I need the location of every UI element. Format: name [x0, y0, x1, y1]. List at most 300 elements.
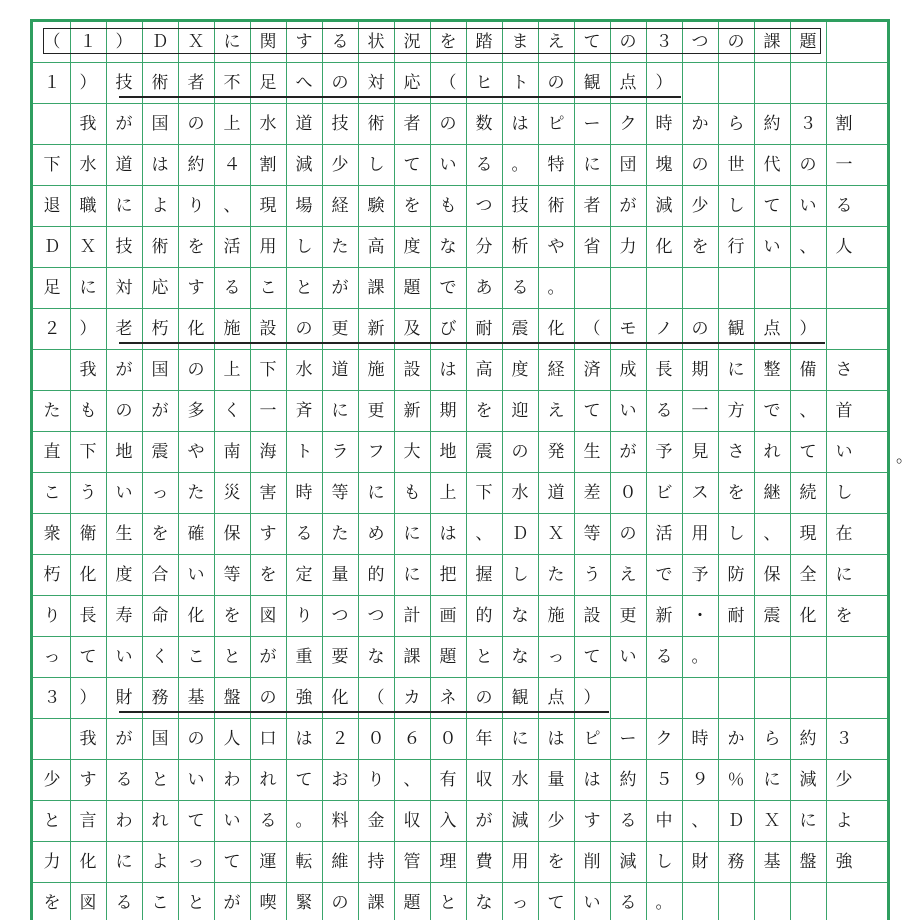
grid-cell-char: が	[475, 811, 493, 831]
grid-cell-char: 点	[547, 688, 565, 708]
grid-cell-char: ３	[43, 688, 61, 708]
grid-cell-char: ）	[79, 688, 97, 708]
grid-cell-char: 成	[619, 360, 637, 380]
grid-cell-char: れ	[763, 442, 781, 462]
grid-cell-char: （	[43, 32, 61, 52]
grid-cell-char: 地	[439, 442, 457, 462]
grid-cell-char: 現	[799, 524, 817, 544]
grid-cell-char: い	[835, 442, 853, 462]
grid-cell-char: 人	[223, 729, 241, 749]
grid-cell-char: 者	[403, 114, 421, 134]
grid-cell-char: ４	[223, 155, 241, 175]
grid-cell-char: の	[295, 319, 313, 339]
overflow-punctuation: 。	[896, 447, 913, 467]
grid-cell-char: へ	[295, 73, 313, 93]
grid-cell-char: 合	[151, 565, 169, 585]
grid-cell-char: り	[187, 196, 205, 216]
grid-cell-char: 金	[367, 811, 385, 831]
grid-cell-char: ３	[799, 114, 817, 134]
grid-cell-char: Ｘ	[763, 811, 781, 831]
grid-cell-char: 差	[583, 483, 601, 503]
grid-cell-char: こ	[43, 483, 61, 503]
grid-cell-char: 。	[511, 155, 529, 175]
grid-cell-char: さ	[727, 442, 745, 462]
grid-cell-char: 期	[439, 401, 457, 421]
grid-cell-char: 時	[295, 483, 313, 503]
grid-cell-char: 応	[403, 73, 421, 93]
grid-cell-char: 減	[655, 196, 673, 216]
grid-cell-char: る	[115, 770, 133, 790]
grid-cell-char: 有	[439, 770, 457, 790]
grid-cell-char: ）	[799, 319, 817, 339]
manuscript-line	[33, 555, 887, 596]
grid-cell-char: 削	[583, 852, 601, 872]
manuscript-line	[33, 596, 887, 637]
grid-cell-char: 課	[367, 893, 385, 913]
grid-cell-char: る	[835, 196, 853, 216]
grid-cell-char: Ｄ	[151, 32, 169, 52]
grid-cell-char: に	[115, 852, 133, 872]
grid-cell-char: 見	[691, 442, 709, 462]
grid-cell-char: Ｘ	[187, 32, 205, 52]
grid-cell-char: の	[619, 524, 637, 544]
grid-cell-char: 用	[259, 237, 277, 257]
grid-cell-char: る	[475, 155, 493, 175]
grid-cell-char: 者	[583, 196, 601, 216]
grid-cell-char: い	[619, 401, 637, 421]
manuscript-line	[33, 801, 887, 842]
grid-cell-char: る	[511, 278, 529, 298]
grid-cell-char: 化	[547, 319, 565, 339]
grid-cell-char: ヒ	[475, 73, 493, 93]
grid-cell-char: 点	[763, 319, 781, 339]
grid-cell-char: て	[79, 647, 97, 667]
grid-cell-char: ）	[79, 73, 97, 93]
grid-cell-char: い	[115, 483, 133, 503]
grid-cell-char: 塊	[655, 155, 673, 175]
grid-cell-char: 財	[115, 688, 133, 708]
grid-cell-char: 技	[115, 73, 133, 93]
grid-cell-char: の	[691, 155, 709, 175]
grid-cell-char: フ	[367, 442, 385, 462]
grid-cell-char: が	[259, 647, 277, 667]
grid-cell-char: 約	[799, 729, 817, 749]
grid-cell-char: ス	[691, 483, 709, 503]
grid-cell-char: つ	[475, 196, 493, 216]
grid-cell-char: す	[79, 770, 97, 790]
grid-cell-char: 継	[763, 483, 781, 503]
grid-cell-char: 設	[259, 319, 277, 339]
grid-cell-char: て	[799, 442, 817, 462]
grid-cell-char: 新	[403, 401, 421, 421]
grid-cell-char: 運	[259, 852, 277, 872]
manuscript-line	[33, 22, 887, 63]
grid-cell-char: 年	[475, 729, 493, 749]
grid-cell-char: っ	[187, 852, 205, 872]
grid-cell-char: 国	[151, 729, 169, 749]
grid-cell-char: い	[187, 565, 205, 585]
grid-cell-char: を	[259, 565, 277, 585]
grid-cell-char: ピ	[583, 729, 601, 749]
grid-cell-char: 人	[835, 237, 853, 257]
grid-cell-char: 強	[295, 688, 313, 708]
grid-cell-char: 世	[727, 155, 745, 175]
heading-box	[43, 28, 821, 54]
grid-cell-char: 職	[79, 196, 97, 216]
grid-cell-char: 用	[511, 852, 529, 872]
grid-cell-char: ０	[619, 483, 637, 503]
grid-cell-char: を	[43, 893, 61, 913]
grid-cell-char: ９	[691, 770, 709, 790]
grid-cell-char: る	[259, 811, 277, 831]
grid-cell-char: 化	[655, 237, 673, 257]
grid-cell-char: 約	[619, 770, 637, 790]
grid-cell-char: ３	[835, 729, 853, 749]
grid-cell-char: 対	[115, 278, 133, 298]
grid-cell-char: 対	[367, 73, 385, 93]
grid-cell-char: り	[43, 606, 61, 626]
grid-cell-char: 方	[727, 401, 745, 421]
grid-cell-char: ま	[511, 32, 529, 52]
manuscript-line	[33, 309, 887, 350]
grid-cell-char: や	[187, 442, 205, 462]
grid-cell-char: 我	[79, 729, 97, 749]
grid-cell-char: う	[79, 483, 97, 503]
grid-cell-char: 震	[151, 442, 169, 462]
grid-cell-char: 化	[331, 688, 349, 708]
grid-cell-char: か	[727, 729, 745, 749]
grid-cell-char: し	[295, 237, 313, 257]
grid-cell-char: 量	[547, 770, 565, 790]
grid-cell-char: あ	[475, 278, 493, 298]
grid-cell-char: て	[187, 811, 205, 831]
grid-cell-char: な	[475, 893, 493, 913]
grid-cell-char: 活	[223, 237, 241, 257]
grid-cell-char: 震	[475, 442, 493, 462]
grid-cell-char: 握	[475, 565, 493, 585]
grid-cell-char: い	[799, 196, 817, 216]
grid-cell-char: 我	[79, 360, 97, 380]
grid-cell-char: を	[691, 237, 709, 257]
grid-cell-char: 防	[727, 565, 745, 585]
grid-cell-char: 施	[547, 606, 565, 626]
grid-cell-char: 計	[403, 606, 421, 626]
grid-cell-char: に	[727, 360, 745, 380]
grid-cell-char: 減	[295, 155, 313, 175]
grid-cell-char: の	[187, 729, 205, 749]
grid-cell-char: に	[79, 278, 97, 298]
grid-cell-char: ）	[583, 688, 601, 708]
grid-cell-char: 分	[475, 237, 493, 257]
grid-cell-char: っ	[547, 647, 565, 667]
grid-cell-char: は	[439, 360, 457, 380]
manuscript-line	[33, 760, 887, 801]
grid-cell-char: が	[115, 729, 133, 749]
manuscript-line	[33, 883, 887, 920]
grid-cell-char: 技	[511, 196, 529, 216]
grid-cell-char: で	[763, 401, 781, 421]
grid-cell-char: て	[583, 32, 601, 52]
grid-cell-char: 一	[259, 401, 277, 421]
grid-cell-char: 高	[367, 237, 385, 257]
grid-cell-char: 図	[79, 893, 97, 913]
grid-cell-char: い	[115, 647, 133, 667]
grid-cell-char: 強	[835, 852, 853, 872]
grid-cell-char: 少	[43, 770, 61, 790]
grid-cell-char: ５	[655, 770, 673, 790]
grid-cell-char: 上	[223, 114, 241, 134]
grid-cell-char: と	[475, 647, 493, 667]
grid-cell-char: 上	[439, 483, 457, 503]
grid-cell-char: 減	[619, 852, 637, 872]
grid-cell-char: Ｄ	[727, 811, 745, 831]
grid-cell-char: 応	[151, 278, 169, 298]
grid-cell-char: ・	[691, 606, 709, 626]
grid-cell-char: 要	[331, 647, 349, 667]
grid-cell-char: 朽	[43, 565, 61, 585]
grid-cell-char: 管	[403, 852, 421, 872]
grid-cell-char: な	[511, 606, 529, 626]
grid-cell-char: つ	[367, 606, 385, 626]
grid-cell-char: が	[223, 893, 241, 913]
grid-cell-char: 験	[367, 196, 385, 216]
grid-cell-char: に	[763, 770, 781, 790]
grid-cell-char: う	[583, 565, 601, 585]
grid-cell-char: 発	[547, 442, 565, 462]
grid-cell-char	[34, 104, 70, 145]
grid-cell-char: 長	[655, 360, 673, 380]
grid-cell-char: 及	[403, 319, 421, 339]
grid-cell-char: ネ	[439, 688, 457, 708]
grid-cell-char: 割	[259, 155, 277, 175]
grid-cell-char: 足	[43, 278, 61, 298]
grid-cell-char: の	[511, 442, 529, 462]
grid-cell-char: 課	[763, 32, 781, 52]
grid-cell-char: す	[259, 524, 277, 544]
grid-cell-char: 観	[727, 319, 745, 339]
grid-cell-char: 施	[367, 360, 385, 380]
grid-cell-char: 少	[691, 196, 709, 216]
grid-cell-char: 転	[295, 852, 313, 872]
grid-cell-char: 代	[763, 155, 781, 175]
grid-cell-char: 更	[619, 606, 637, 626]
grid-cell-char: 寿	[115, 606, 133, 626]
grid-cell-char: し	[727, 196, 745, 216]
grid-cell-char: 務	[727, 852, 745, 872]
grid-cell-char: 水	[511, 483, 529, 503]
grid-cell-char: び	[439, 319, 457, 339]
heading-underline	[119, 96, 681, 98]
grid-cell-char: の	[799, 155, 817, 175]
manuscript-line	[33, 104, 887, 145]
grid-cell-char: ビ	[655, 483, 673, 503]
grid-cell-char: い	[763, 237, 781, 257]
grid-cell-char: 点	[619, 73, 637, 93]
grid-cell-char: 国	[151, 114, 169, 134]
grid-cell-char: っ	[511, 893, 529, 913]
grid-cell-char: 活	[655, 524, 673, 544]
grid-cell-char: る	[619, 811, 637, 831]
grid-cell-char: 等	[223, 565, 241, 585]
grid-cell-char: も	[79, 401, 97, 421]
grid-cell-char: 多	[187, 401, 205, 421]
grid-cell-char: 用	[691, 524, 709, 544]
grid-cell-char: ー	[583, 114, 601, 134]
grid-cell-char: と	[151, 770, 169, 790]
grid-cell-char: ら	[763, 729, 781, 749]
heading-underline	[119, 342, 825, 344]
grid-cell-char: 老	[115, 319, 133, 339]
grid-cell-char: 耐	[727, 606, 745, 626]
grid-cell-char: の	[727, 32, 745, 52]
grid-cell-char: の	[439, 114, 457, 134]
grid-cell-char: る	[295, 524, 313, 544]
grid-cell-char: 定	[295, 565, 313, 585]
grid-cell-char: た	[187, 483, 205, 503]
grid-cell-char: 緊	[295, 893, 313, 913]
grid-cell-char: 度	[511, 360, 529, 380]
grid-cell-char: す	[295, 32, 313, 52]
grid-cell-char: 務	[151, 688, 169, 708]
grid-cell-char: 析	[511, 237, 529, 257]
grid-cell-char: は	[511, 114, 529, 134]
grid-cell-char: 高	[475, 360, 493, 380]
grid-cell-char: 衛	[79, 524, 97, 544]
grid-cell-char: の	[547, 73, 565, 93]
grid-cell-char: し	[511, 565, 529, 585]
grid-cell-char: ら	[727, 114, 745, 134]
grid-cell-char: て	[403, 155, 421, 175]
grid-cell-char: カ	[403, 688, 421, 708]
grid-cell-char: 予	[691, 565, 709, 585]
heading-underline	[119, 711, 609, 713]
grid-cell-char: 少	[835, 770, 853, 790]
grid-cell-char: 朽	[151, 319, 169, 339]
grid-cell-char: 備	[799, 360, 817, 380]
grid-cell-char: 的	[475, 606, 493, 626]
grid-cell-char: 。	[655, 893, 673, 913]
grid-cell-char: 理	[439, 852, 457, 872]
grid-cell-char: 題	[403, 893, 421, 913]
grid-cell-char: ー	[619, 729, 637, 749]
grid-cell-char: 踏	[475, 32, 493, 52]
grid-cell-char: ピ	[547, 114, 565, 134]
grid-cell-char: で	[439, 278, 457, 298]
manuscript-line	[33, 268, 887, 309]
grid-cell-char: 一	[691, 401, 709, 421]
grid-cell-char: る	[655, 401, 673, 421]
grid-cell-char: 時	[691, 729, 709, 749]
grid-cell-char: い	[187, 770, 205, 790]
grid-cell-char: と	[439, 893, 457, 913]
grid-cell-char: 南	[223, 442, 241, 462]
grid-cell-char: て	[583, 401, 601, 421]
grid-cell-char: 道	[295, 114, 313, 134]
grid-cell-char: 退	[43, 196, 61, 216]
grid-cell-char: や	[547, 237, 565, 257]
grid-cell-char: の	[187, 114, 205, 134]
grid-cell-char: 収	[403, 811, 421, 831]
grid-cell-char: る	[655, 647, 673, 667]
grid-cell-char: 、	[799, 237, 817, 257]
grid-cell-char: 収	[475, 770, 493, 790]
grid-cell-char: 場	[295, 196, 313, 216]
grid-cell-char: 、	[223, 196, 241, 216]
grid-cell-char: え	[547, 401, 565, 421]
grid-cell-char: て	[295, 770, 313, 790]
grid-cell-char: る	[331, 32, 349, 52]
grid-cell-char	[34, 350, 70, 391]
grid-cell-char: た	[331, 524, 349, 544]
grid-cell-char: れ	[151, 811, 169, 831]
manuscript-line	[33, 719, 887, 760]
manuscript-sheet	[30, 19, 890, 920]
grid-cell-char: ク	[619, 114, 637, 134]
grid-cell-char: を	[475, 401, 493, 421]
grid-cell-char: が	[151, 401, 169, 421]
grid-cell-char: は	[151, 155, 169, 175]
grid-cell-char: （	[367, 688, 385, 708]
grid-cell-char: よ	[151, 852, 169, 872]
grid-cell-char: 経	[547, 360, 565, 380]
grid-cell-char: く	[151, 647, 169, 667]
grid-cell-char: は	[439, 524, 457, 544]
grid-cell-char: ）	[79, 319, 97, 339]
grid-cell-char: を	[727, 483, 745, 503]
grid-cell-char: モ	[619, 319, 637, 339]
grid-cell-char: 基	[187, 688, 205, 708]
grid-cell-char: 。	[691, 647, 709, 667]
grid-cell-char: 予	[655, 442, 673, 462]
grid-cell-char: 水	[511, 770, 529, 790]
grid-cell-char: 首	[835, 401, 853, 421]
grid-cell-char: を	[403, 196, 421, 216]
grid-cell-char: こ	[151, 893, 169, 913]
grid-cell-char: ６	[403, 729, 421, 749]
grid-cell-char: を	[223, 606, 241, 626]
grid-cell-char: 斉	[295, 401, 313, 421]
manuscript-line	[33, 432, 887, 473]
grid-cell-char: て	[223, 852, 241, 872]
grid-cell-char: 、	[799, 401, 817, 421]
grid-cell-char: Ｄ	[43, 237, 61, 257]
grid-cell-char: い	[223, 811, 241, 831]
grid-cell-char: 新	[367, 319, 385, 339]
manuscript-line	[33, 473, 887, 514]
grid-cell-char: 確	[187, 524, 205, 544]
grid-cell-char: 画	[439, 606, 457, 626]
grid-cell-char: 直	[43, 442, 61, 462]
grid-cell-char: が	[115, 360, 133, 380]
grid-cell-char: さ	[835, 360, 853, 380]
grid-cell-char: の	[115, 401, 133, 421]
grid-cell-char: は	[295, 729, 313, 749]
grid-cell-char: 口	[259, 729, 277, 749]
grid-cell-char: と	[43, 811, 61, 831]
grid-cell-char: り	[295, 606, 313, 626]
grid-cell-char: 震	[511, 319, 529, 339]
grid-cell-char: 設	[583, 606, 601, 626]
grid-cell-char: 。	[547, 278, 565, 298]
grid-cell-char: 数	[475, 114, 493, 134]
grid-cell-char: 関	[259, 32, 277, 52]
grid-cell-char: こ	[259, 278, 277, 298]
grid-cell-char: 化	[79, 852, 97, 872]
grid-cell-char: 課	[367, 278, 385, 298]
grid-cell-char: 少	[331, 155, 349, 175]
grid-cell-char: て	[583, 647, 601, 667]
manuscript-line	[33, 350, 887, 391]
